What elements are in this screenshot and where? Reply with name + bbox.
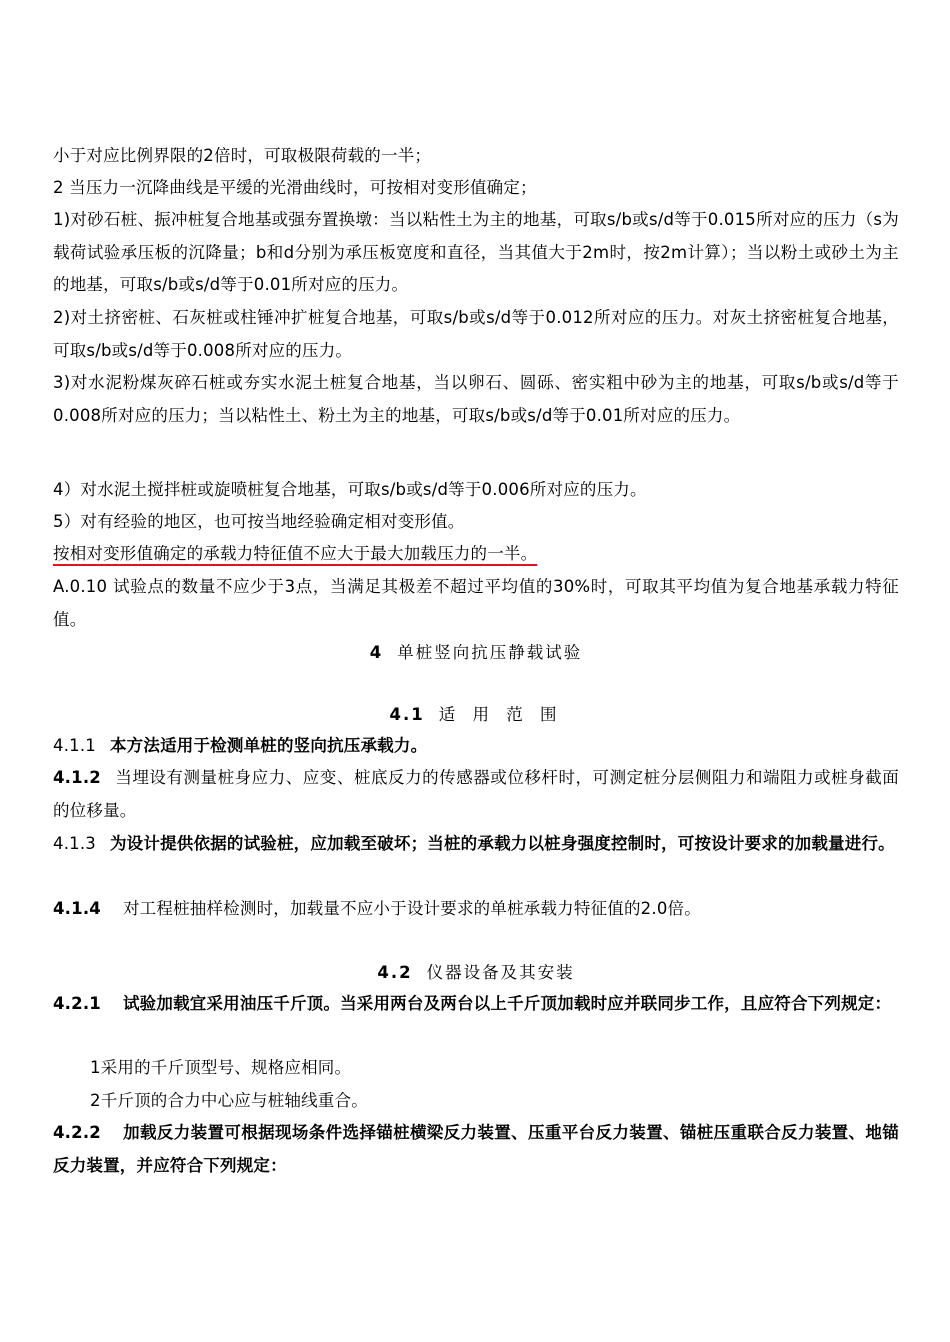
chapter-title: 单桩竖向抗压静载试验 [397, 643, 583, 662]
clause-text: 对工程桩抽样检测时，加载量不应小于设计要求的单桩承载力特征值的2.0倍。 [122, 899, 701, 918]
list-item: 1采用的千斤顶型号、规格应相同。 [90, 1058, 352, 1077]
paragraph-experience: 5）对有经验的地区，也可按当地经验确定相对变形值。 [53, 512, 465, 531]
clause-4-1-2 [53, 762, 899, 827]
section-title: 适 用 范 围 [438, 705, 563, 724]
clause-text: 为设计提供依据的试验桩，应加载至破坏；当桩的承载力以桩身强度控制时，可按设计要求的加载量进行。 [109, 834, 895, 853]
list-item: 2千斤顶的合力中心应与桩轴线重合。 [90, 1091, 368, 1110]
clause-text: 试验加载宜采用油压千斤顶。当采用两台及两台以上千斤顶加载时应并联同步工作，且应符合下列规定： [122, 994, 892, 1013]
chapter-heading [53, 637, 899, 669]
red-underlined-text: 按相对变形值确定的承载力特征值不应大于最大加载压力的一半。 [53, 544, 538, 563]
paragraph-mixing-pile: 4）对水泥土搅拌桩或旋喷桩复合地基，可取s/b或s/d等于0.006所对应的压力。 [53, 480, 647, 499]
paragraph-lime-pile: 2)对土挤密桩、石灰桩或柱锤冲扩桩复合地基，可取s/b或s/d等于0.012所对应的压力。对灰土挤密桩复合地基，可取s/b或s/d等于0.008所对应的压力。 [53, 308, 899, 360]
paragraph-limit [53, 538, 899, 571]
clause-4-2-1 [53, 988, 899, 1021]
paragraph-sand-pile: 1)对砂石桩、振冲桩复合地基或强夯置换墩：当以粘性土为主的地基，可取s/b或s/d等于0.015所对应的压力（s为载荷试验承压板的沉降量；b和d分别为承压板宽度和直径，当其值大于2m时，按2m计算）；当以粉土或砂土为主的地基，可取s/b或s/d等于0.01所对应的压力。 [53, 210, 899, 294]
paragraph-a010: A.0.10 试验点的数量不应少于3点，当满足其极差不超过平均值的30%时，可取其平均值为复合地基承载力特征值。 [53, 577, 899, 629]
clause-number: 4.1.4 [53, 899, 101, 918]
chapter-number: 4 [369, 643, 384, 662]
clause-number: 4.1.2 [53, 768, 101, 787]
clause-number: 4.1.3 [53, 834, 96, 853]
section-number: 4.2 [377, 963, 413, 982]
section-number: 4.1 [389, 705, 425, 724]
clause-text: 本方法适用于检测单桩的竖向抗压承载力。 [109, 736, 428, 755]
section-title: 仪器设备及其安装 [426, 963, 575, 982]
paragraph-cfg-pile: 3)对水泥粉煤灰碎石桩或夯实水泥土桩复合地基，当以卵石、圆砾、密实粗中砂为主的地基，可取s/b或s/d等于0.008所对应的压力；当以粘性土、粉土为主的地基，可取s/b或s/d等于0.01所对应的压力。 [53, 373, 899, 425]
section-heading-4-1 [53, 699, 899, 731]
clause-4-1-3 [53, 828, 899, 861]
clause-number: 4.2.2 [53, 1123, 101, 1142]
clause-4-1-1 [53, 730, 899, 763]
clause-number: 4.1.1 [53, 736, 96, 755]
paragraph-line: 小于对应比例界限的2倍时，可取极限荷载的一半； [53, 146, 432, 165]
clause-number: 4.2.1 [53, 994, 101, 1013]
clause-text: 当埋设有测量桩身应力、应变、桩底反力的传感器或位移杆时，可测定桩分层侧阻力和端阻力或桩身截面的位移量。 [53, 768, 899, 820]
paragraph-line: 2 当压力一沉降曲线是平缓的光滑曲线时，可按相对变形值确定； [53, 178, 537, 197]
clause-4-2-2 [53, 1117, 899, 1182]
clause-text: 加载反力装置可根据现场条件选择锚桩横梁反力装置、压重平台反力装置、锚桩压重联合反力装置、地锚反力装置，并应符合下列规定： [53, 1123, 899, 1175]
section-heading-4-2 [53, 957, 899, 989]
clause-4-1-4 [53, 893, 899, 926]
